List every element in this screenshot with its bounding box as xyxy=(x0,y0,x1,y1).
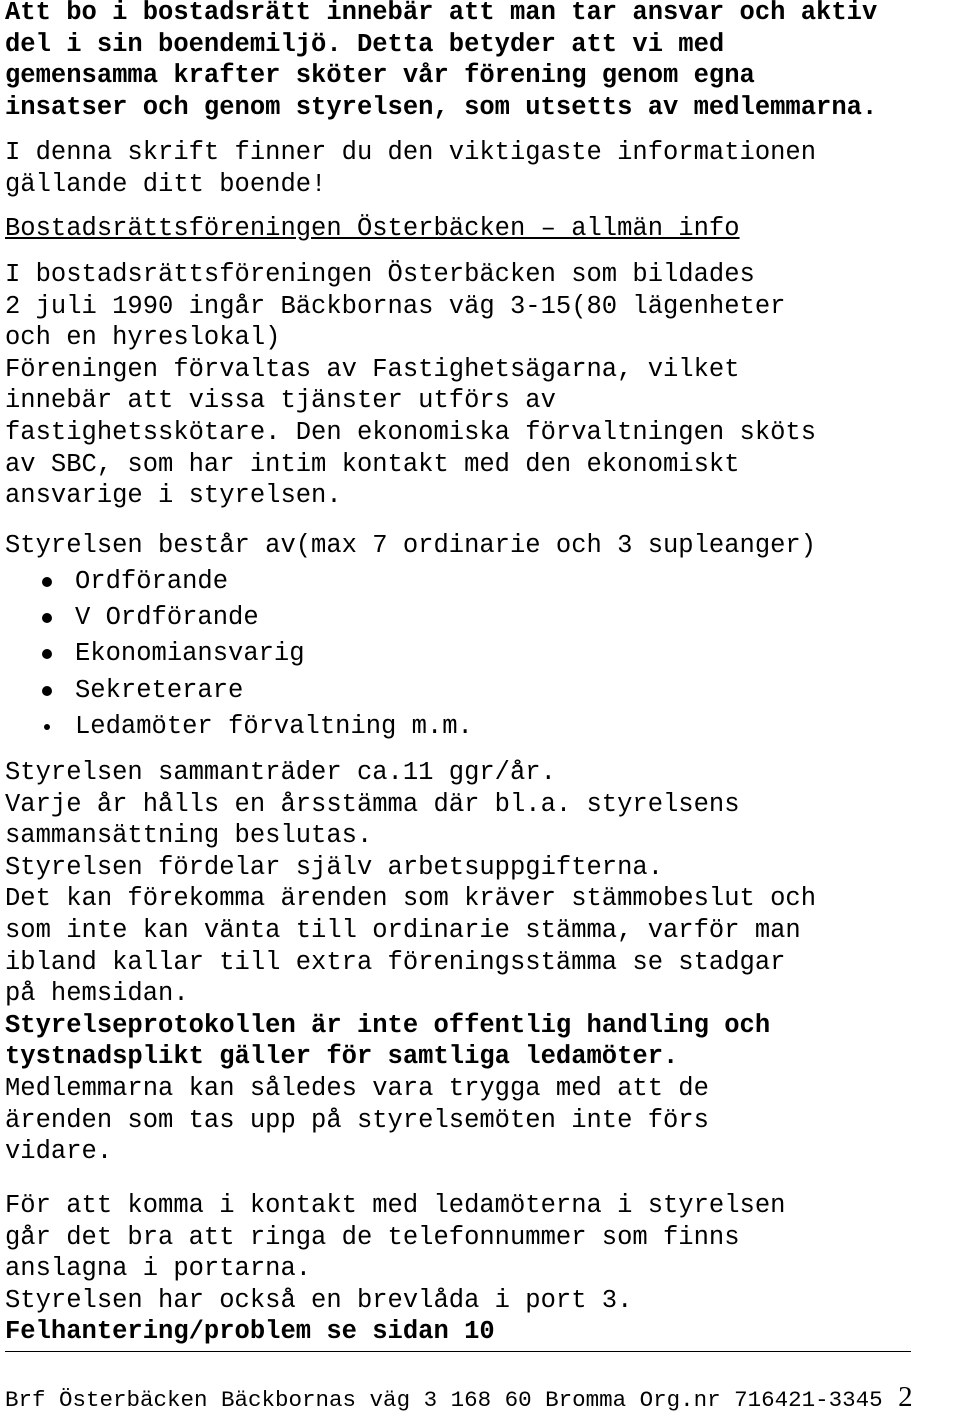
page-number: 2 xyxy=(898,1381,913,1413)
annual-meeting-text: Varje år hålls en årsstämma där bl.a. styrelsens sammansättning beslutas. xyxy=(5,789,740,851)
association-paragraph: I bostadsrättsföreningen Österbäcken som bildades 2 juli 1990 ingår Bäckbornas väg 3-15(80 lägenheter och en hyreslokal) xyxy=(5,260,786,353)
board-intro: Styrelsen består av(max 7 ordinarie och 3 supleanger) xyxy=(5,531,817,560)
board-roles-list xyxy=(5,565,473,746)
section-heading: Bostadsrättsföreningen Österbäcken – allmän info xyxy=(5,214,740,243)
footer-divider xyxy=(5,1351,911,1352)
bullet-icon xyxy=(42,613,52,623)
management-paragraph: Föreningen förvaltas av Fastighetsägarna, vilket innebär att vissa tjänster utförs av fastighetsskötare. Den ekonomiska förvaltningen sköts av SBC, som har intim kontakt med den ekonomiskt ansvarige i styrelsen. xyxy=(5,354,817,511)
bullet-icon xyxy=(42,686,52,696)
tasks-text: Styrelsen fördelar själv arbetsuppgifterna. xyxy=(5,852,664,882)
footer-address: Brf Österbäcken Bäckbornas väg 3 168 60 Bromma Org.nr 716421-3345 xyxy=(5,1387,883,1413)
list-item: Ordförande xyxy=(5,565,473,601)
contact-text: För att komma i kontakt med ledamöterna i styrelsen går det bra att ringa de telefonnummer som finns anslagna i portarna. xyxy=(5,1191,786,1284)
bullet-icon xyxy=(44,724,50,730)
general-info-block xyxy=(5,259,816,512)
mailbox-text: Styrelsen har också en brevlåda i port 3. xyxy=(5,1285,633,1315)
list-item: Ekonomiansvarig xyxy=(5,637,473,673)
meetings-block xyxy=(5,757,816,1168)
members-assurance-text: Medlemmarna kan således vara trygga med att de ärenden som tas upp på styrelsemöten inte förs vidare. xyxy=(5,1073,709,1167)
bullet-icon xyxy=(42,649,52,659)
troubleshooting-reference: Felhantering/problem se sidan 10 xyxy=(5,1317,495,1347)
intro-info-line: I denna skrift finner du den viktigaste informationen gällande ditt boende! xyxy=(5,138,817,199)
page-footer xyxy=(5,1383,913,1414)
extra-meeting-text: Det kan förekomma ärenden som kräver stämmobeslut och som inte kan vänta till ordinarie stämma, varför man ibland kallar till extra föreningsstämma se stadgar på hemsidan. xyxy=(5,884,817,1009)
confidentiality-text: Styrelseprotokollen är inte offentlig handling och tystnadsplikt gäller för samtliga ledamöter. xyxy=(5,1010,771,1072)
meeting-frequency: Styrelsen sammanträder ca.11 ggr/år. xyxy=(5,758,556,787)
list-item: Ledamöter förvaltning m.m. xyxy=(5,710,473,746)
contact-block xyxy=(5,1190,785,1348)
intro-paragraph: Att bo i bostadsrätt innebär att man tar ansvar och aktiv del i sin boendemiljö. Detta betyder att vi med gemensamma krafter sköter vår förening genom egna insatser och genom styrelsen, som utsetts av medlemmarna. xyxy=(5,0,878,122)
list-item: V Ordförande xyxy=(5,601,473,637)
list-item: Sekreterare xyxy=(5,674,473,710)
bullet-icon xyxy=(42,577,52,587)
